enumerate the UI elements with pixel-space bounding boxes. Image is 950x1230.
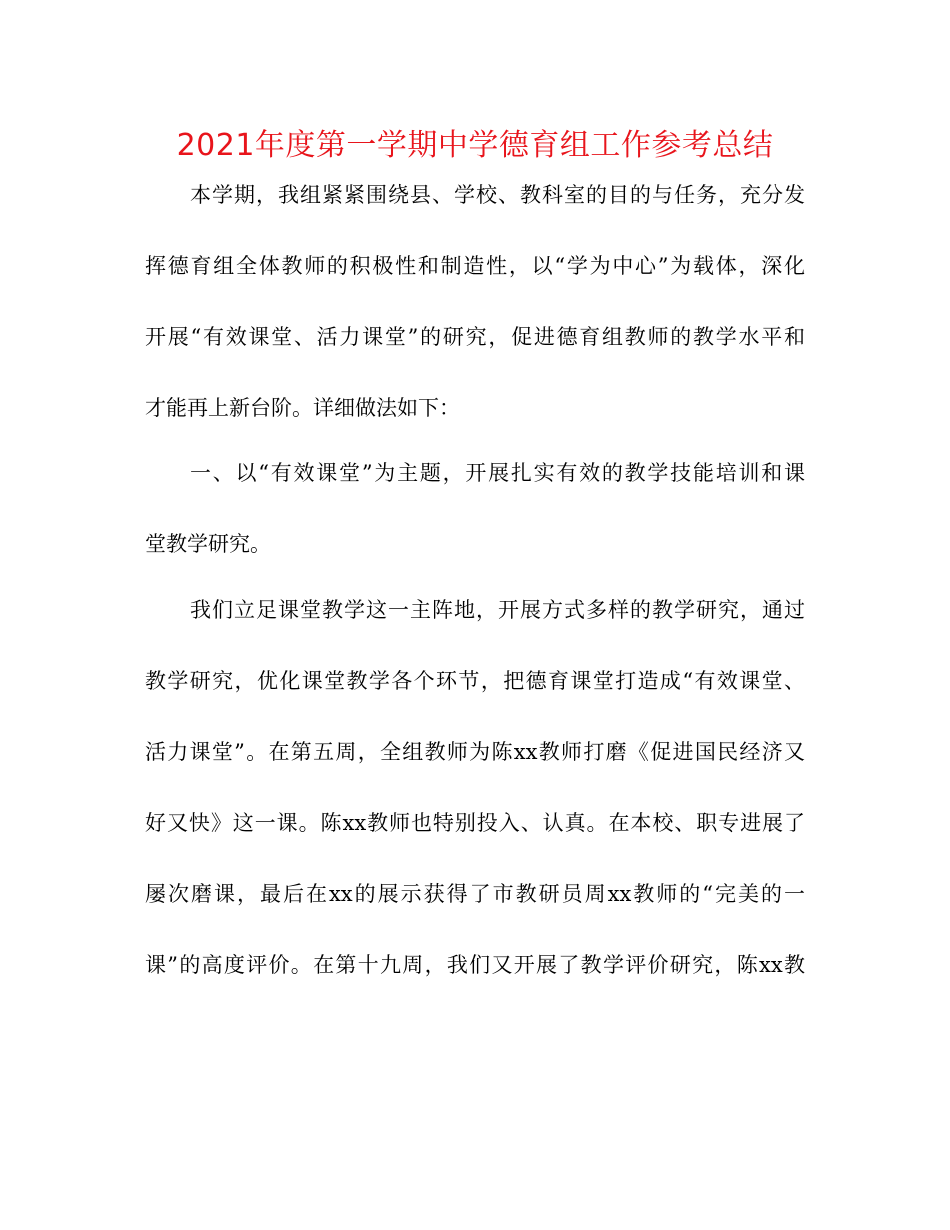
paragraph-line: 教学研究，优化课堂教学各个环节，把德育课堂打造成“有效课堂、 xyxy=(145,669,805,693)
paragraph-line: 我们立足课堂教学这一主阵地，开展方式多样的教学研究，通过 xyxy=(190,598,805,622)
paragraph-line: 活力课堂”。在第五周，全组教师为陈xx教师打磨《促进国民经济又 xyxy=(145,740,805,764)
paragraph-line: 屡次磨课，最后在xx的展示获得了市教研员周xx教师的“完美的一 xyxy=(145,882,805,906)
paragraph-line: 才能再上新台阶。详细做法如下： xyxy=(145,396,460,420)
paragraph-line: 课”的高度评价。在第十九周，我们又开展了教学评价研究，陈xx教 xyxy=(145,953,805,977)
paragraph-line: 开展“有效课堂、活力课堂”的研究，促进德育组教师的教学水平和 xyxy=(145,325,805,349)
paragraph-line: 本学期，我组紧紧围绕县、学校、教科室的目的与任务，充分发 xyxy=(190,183,805,207)
paragraph-line: 好又快》这一课。陈xx教师也特别投入、认真。在本校、职专进展了 xyxy=(145,811,805,835)
paragraph-line: 一、以“有效课堂”为主题，开展扎实有效的教学技能培训和课 xyxy=(190,461,805,485)
paragraph-line: 堂教学研究。 xyxy=(145,532,271,556)
document-title: 2021年度第一学期中学德育组工作参考总结 xyxy=(176,128,774,163)
paragraph-line: 挥德育组全体教师的积极性和制造性，以“学为中心”为载体，深化 xyxy=(145,254,805,278)
